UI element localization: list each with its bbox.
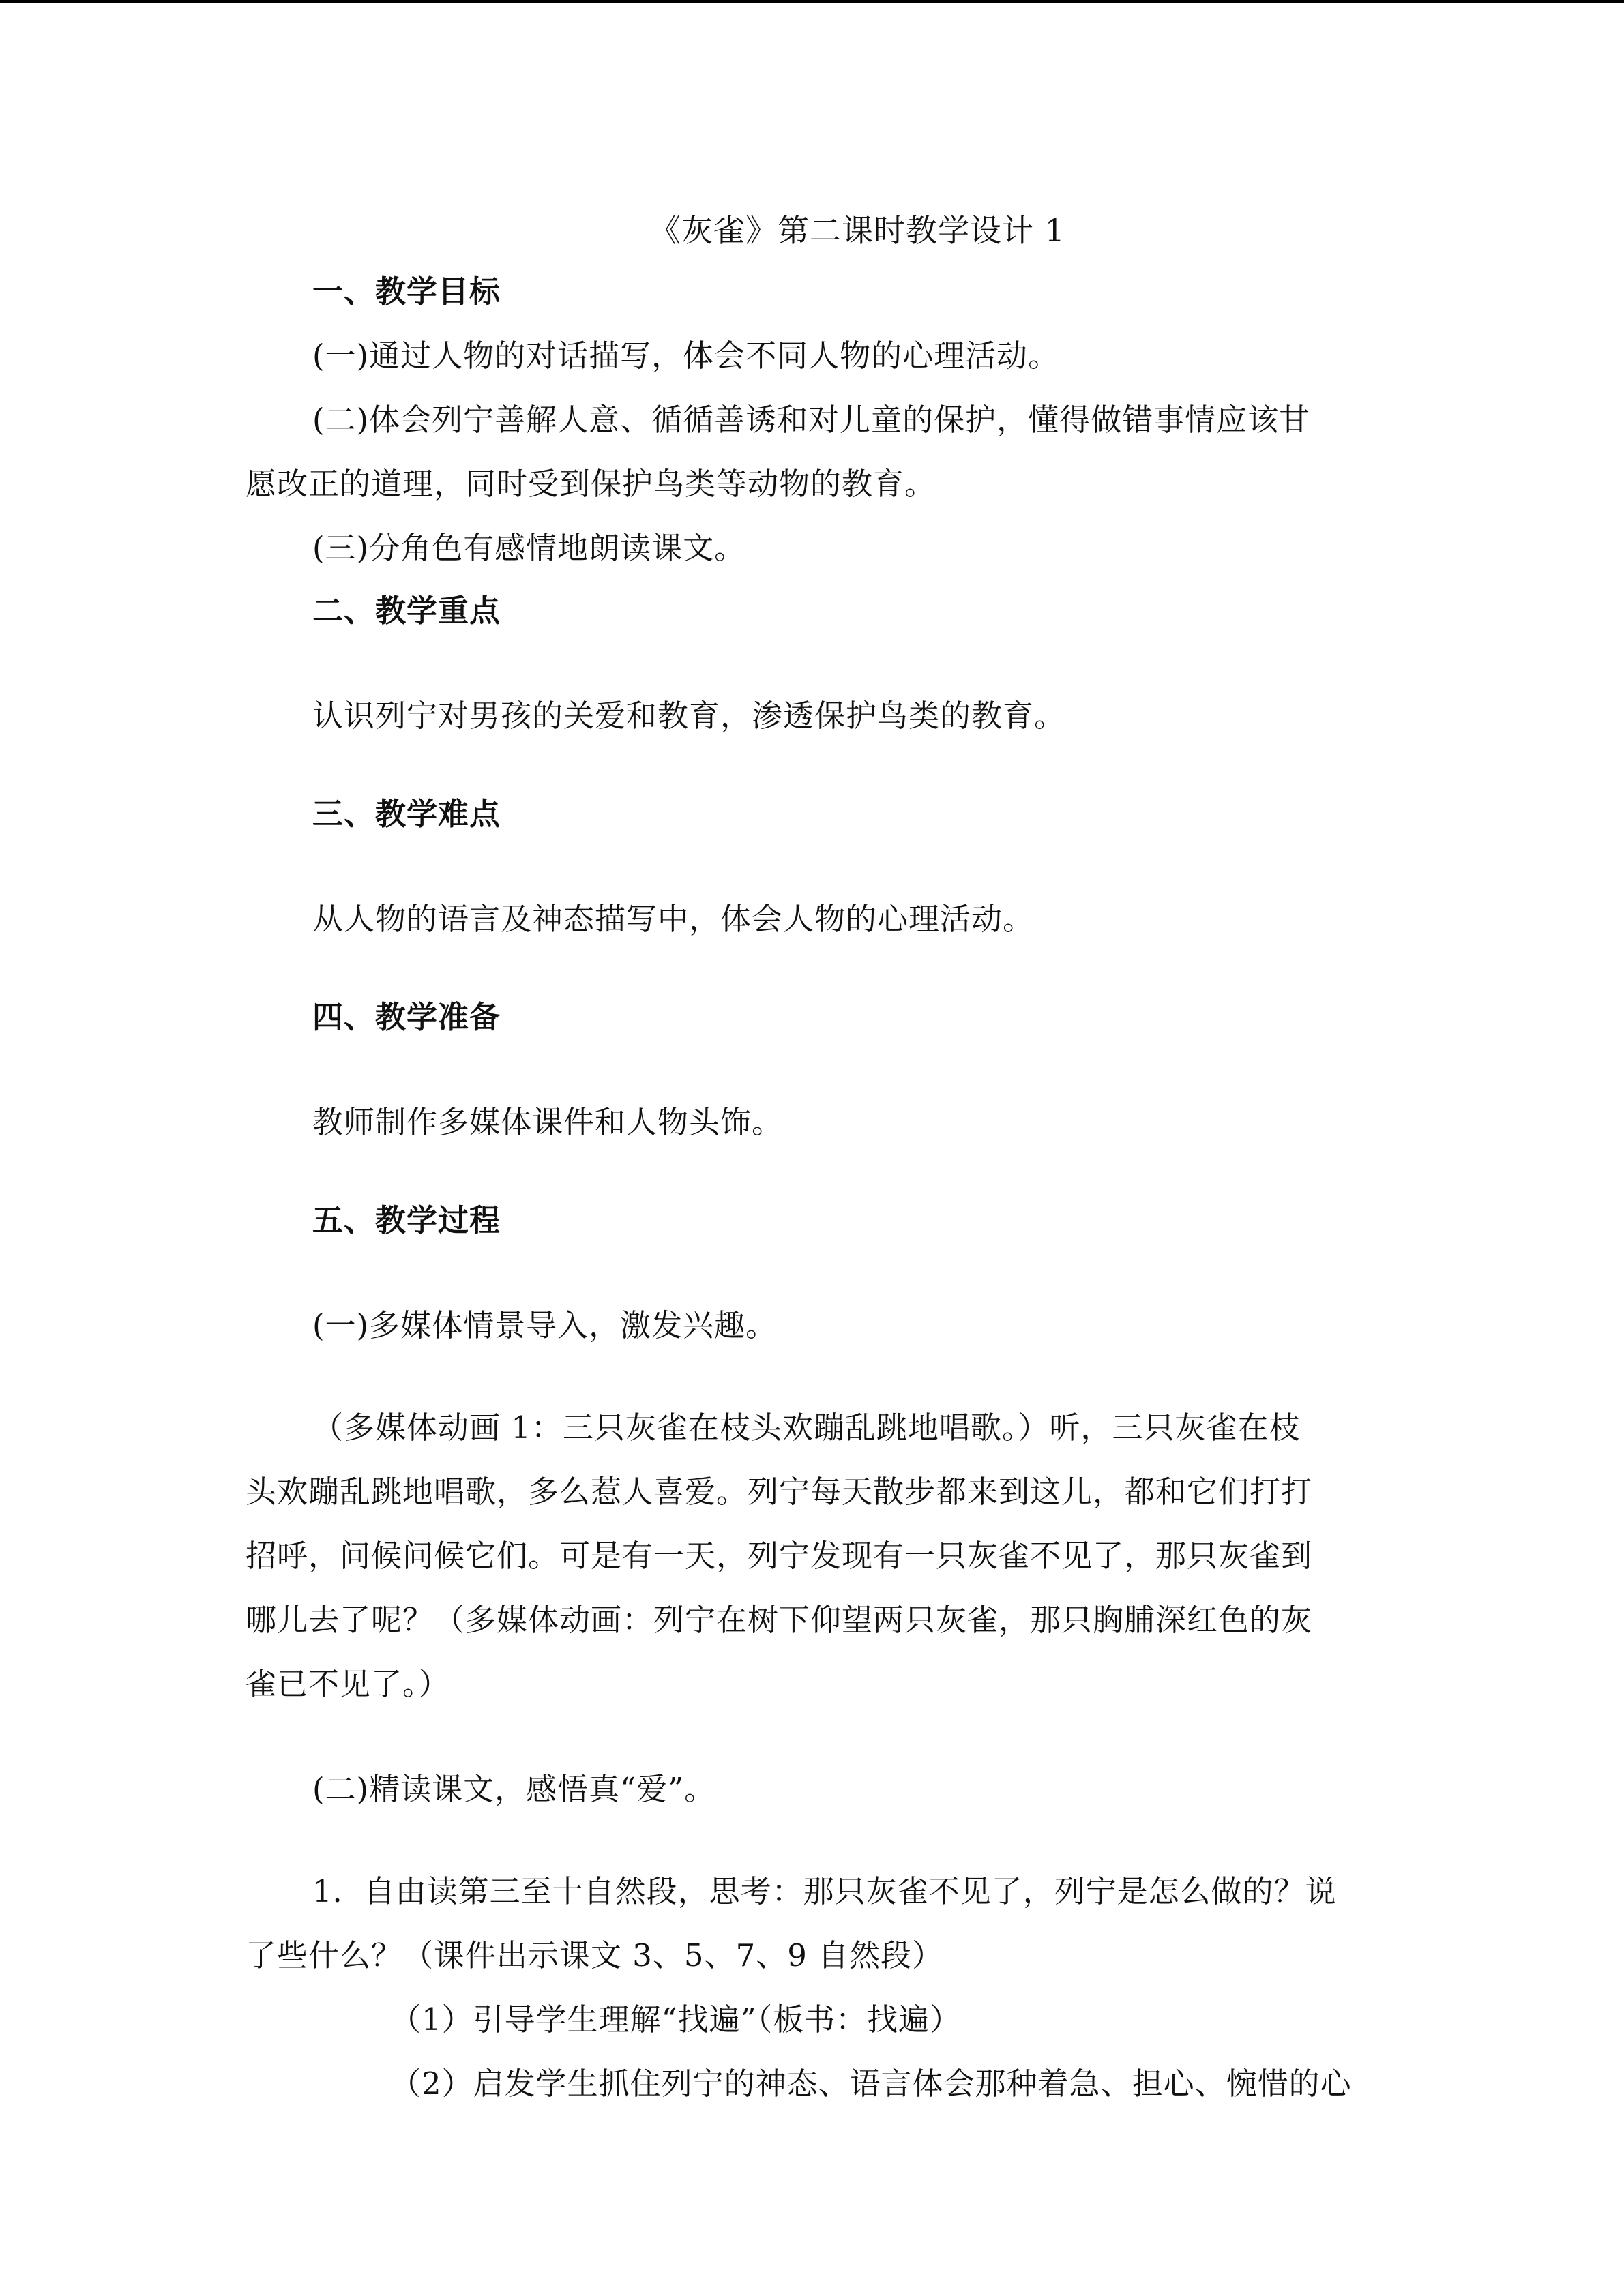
paragraph-line: (一)多媒体情景导入，激发兴趣。 [312, 1307, 778, 1343]
paragraph-line: 认识列宁对男孩的关爱和教育，渗透保护鸟类的教育。 [312, 698, 1066, 734]
paragraph-line: (二)体会列宁善解人意、循循善诱和对儿童的保护，懂得做错事情应该甘 [312, 402, 1311, 438]
section-heading: 三、教学难点 [312, 796, 501, 832]
paragraph-line: 从人物的语言及神态描写中，体会人物的心理活动。 [312, 901, 1035, 937]
paragraph-line: （2）启发学生抓住列宁的神态、语言体会那种着急、担心、惋惜的心 [390, 2066, 1352, 2102]
paragraph-line: 哪儿去了呢？（多媒体动画：列宁在树下仰望两只灰雀，那只胸脯深红色的灰 [246, 1602, 1313, 1638]
paragraph-line: (三)分角色有感情地朗读课文。 [312, 530, 746, 566]
section-heading: 五、教学过程 [312, 1202, 501, 1238]
paragraph-line: (二)精读课文，感悟真“爱”。 [312, 1771, 716, 1807]
section-heading: 四、教学准备 [312, 999, 501, 1035]
paragraph-line: 雀已不见了。） [246, 1666, 450, 1702]
paragraph-line: 愿改正的道理，同时受到保护鸟类等动物的教育。 [246, 466, 936, 502]
paragraph-line: (一)通过人物的对话描写，体会不同人物的心理活动。 [312, 338, 1060, 374]
paragraph-line: 招呼，问候问候它们。可是有一天，列宁发现有一只灰雀不见了，那只灰雀到 [246, 1538, 1313, 1574]
paragraph-line: 头欢蹦乱跳地唱歌，多么惹人喜爱。列宁每天散步都来到这儿，都和它们打打 [246, 1474, 1313, 1510]
paragraph-line: （多媒体动画 1：三只灰雀在枝头欢蹦乱跳地唱歌。）听，三只灰雀在枝 [312, 1410, 1301, 1446]
paragraph-line: 1．自由读第三至十自然段，思考：那只灰雀不见了，列宁是怎么做的？说 [312, 1873, 1337, 1909]
section-heading: 一、教学目标 [312, 273, 501, 310]
section-heading: 二、教学重点 [312, 593, 501, 629]
paragraph-line: （1）引导学生理解“找遍”（板书：找遍） [390, 2001, 962, 2038]
page-top-border [0, 0, 1624, 3]
paragraph-line: 了些什么？（课件出示课文 3、5、7、9 自然段） [246, 1937, 944, 1973]
paragraph-line: 教师制作多媒体课件和人物头饰。 [312, 1104, 784, 1140]
page-title: 《灰雀》第二课时教学设计 1 [649, 212, 1065, 249]
